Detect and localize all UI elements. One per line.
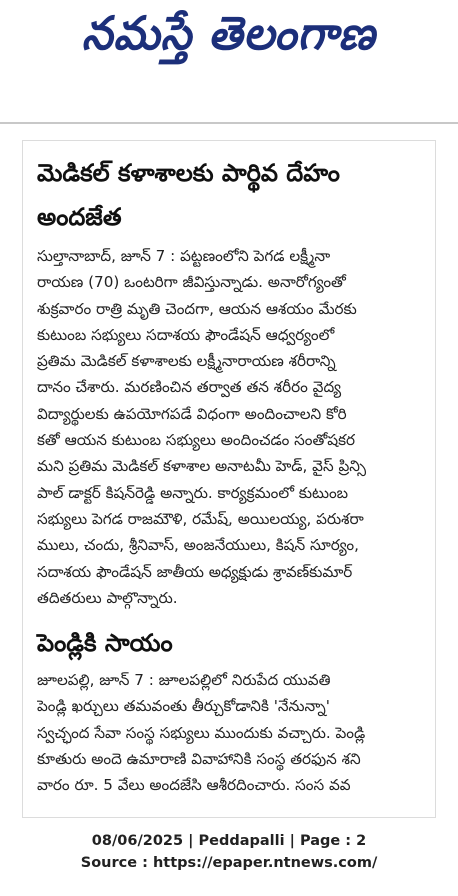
- source-footer: [0, 830, 458, 874]
- article1-line: కుటుంబ సభ్యులు సదాశయ ఫౌండేషన్ ఆధ్వర్యంలో: [37, 325, 335, 344]
- article1-line: రాయణ (70) ఒంటరిగా జీవిస్తున్నాడు. అనారోగ్యంతో: [37, 273, 346, 292]
- article1-line: సభ్యులు పెగడ రాజమౌళి, రమేష్, అయిలయ్య, పరుశరా: [37, 509, 364, 528]
- article-clipping: [22, 140, 436, 818]
- article1-line: సుల్తానాబాద్, జూన్ 7 : పట్టణంలోని పెగడ లక్ష్మీనా: [37, 247, 331, 265]
- article2-line: వారం రూ. 5 వేలు అందజేసి ఆశీరదించారు. సంస వవ: [37, 776, 351, 795]
- article1-line: తదితరులు పాల్గొన్నారు.: [37, 588, 178, 607]
- article1-line: దానం చేశారు. మరణించిన తర్వాత తన శరీరం వైద్య: [37, 378, 342, 397]
- article2-body: [37, 667, 421, 798]
- article1-line: పాల్ డాక్టర్ కిషన్‌రెడ్డి అన్నారు. కార్యక్రమంలో కుటుంబ: [37, 483, 349, 502]
- article1-headline-line2: అందజేత: [37, 203, 122, 231]
- article1-body: [37, 243, 421, 611]
- article2-headline: పెండ్లికి సాయం: [37, 629, 173, 658]
- article1-line: సదాశయ ఫౌండేషన్ జాతీయ అధ్యక్షుడు శ్రావణ్‌కుమార్: [37, 562, 353, 581]
- edition-info: 08/06/2025 | Peddapalli | Page : 2: [91, 833, 367, 849]
- article1-line: ములు, చందు, శ్రీనివాస్, అంజనేయులు, కిషన్ సూర్యం,: [37, 536, 359, 555]
- masthead-divider: [0, 122, 458, 124]
- article1-line: మని ప్రతిమ మెడికల్ కళాశాల అనాటమీ హెడ్, వైస్ ప్రిన్సి: [37, 457, 367, 476]
- article2-line: పెండ్లి ఖర్చులు తమవంతు తీర్చుకోడానికి 'నేనున్నా': [37, 697, 330, 716]
- article1-headline-line1: మెడికల్ కళాశాలకు పార్థివ దేహం: [37, 159, 340, 187]
- article2-line: కూతురు అందె ఉమారాణి వివాహానికి సంస్థ తరఫున శని: [37, 750, 361, 769]
- source-link[interactable]: Source : https://epaper.ntnews.com/: [80, 855, 378, 871]
- article2-line: జూలపల్లి, జూన్ 7 : జూలపల్లిలో నిరుపేద యువతి: [37, 671, 331, 690]
- article2-line: స్వచ్ఛంద సేవా సంస్థ సభ్యులు ముందుకు వచ్చారు. పెండ్లి: [37, 723, 366, 742]
- article1-line: విద్యార్థులకు ఉపయోగపడే విధంగా అందించాలని కోరి: [37, 404, 347, 423]
- article1-headline: [37, 151, 421, 239]
- newspaper-logo: నమస్తే తెలంగాణ: [82, 6, 376, 60]
- article1-line: కతో ఆయన కుటుంబ సభ్యులు అందించడం సంతోషకర: [37, 431, 356, 450]
- masthead: [0, 0, 458, 90]
- article1-line: శుక్రవారం రాత్రి మృతి చెందగా, ఆయన ఆశయం మేరకు: [37, 299, 357, 318]
- article1-line: ప్రతిమ మెడికల్ కళాశాలకు లక్ష్మీనారాయణ శరీరాన్ని: [37, 352, 336, 371]
